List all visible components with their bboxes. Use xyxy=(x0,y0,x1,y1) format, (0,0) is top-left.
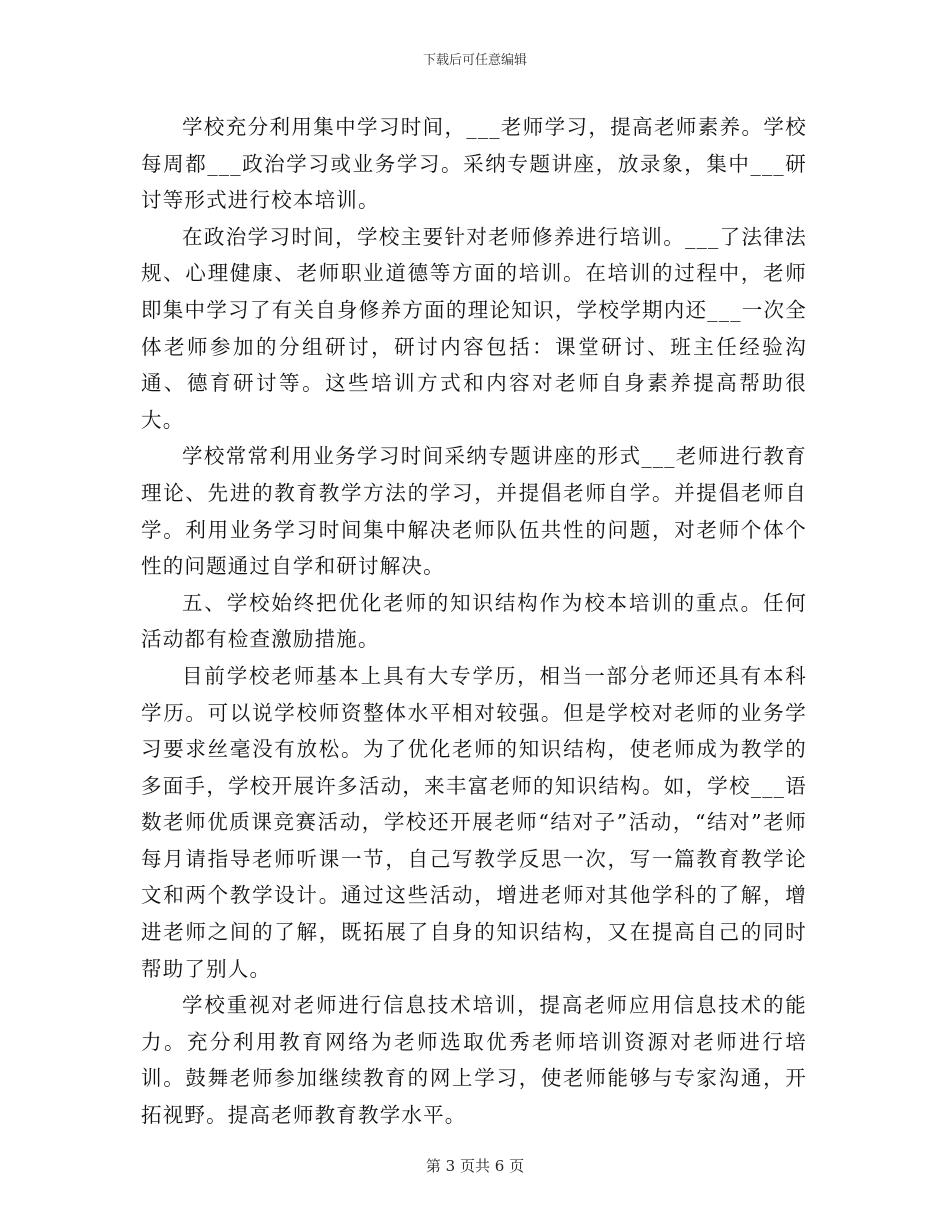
paragraph-1: 学校充分利用集中学习时间，___老师学习，提高老师素养。学校每周都___政治学习或业务学习。采纳专题讲座，放录象，集中___研讨等形式进行校本培训。 xyxy=(141,115,807,213)
paragraph-6: 学校重视对老师进行信息技术培训，提高老师应用信息技术的能力。充分利用教育网络为老师选取优秀老师培训资源对老师进行培训。鼓舞老师参加继续教育的网上学习，使老师能够与专家沟通，开拓视野。提高老师教育教学水平。 xyxy=(141,993,807,1128)
document-body xyxy=(141,109,807,1134)
paragraph-4: 五、学校始终把优化老师的知识结构作为校本培训的重点。任何活动都有检查激励措施。 xyxy=(141,590,807,652)
page-header: 下载后可任意编辑 xyxy=(422,53,527,68)
paragraph-5: 目前学校老师基本上具有大专学历，相当一部分老师还具有本科学历。可以说学校师资整体水平相对较强。但是学校对老师的业务学习要求丝毫没有放松。为了优化老师的知识结构，使老师成为教学的多面手，学校开展许多活动，来丰富老师的知识结构。如，学校___语数老师优质课竞赛活动，学校还开展老师“结对子”活动，“结对”老师每月请指导老师听课一节，自己写教学反思一次，写一篇教育教学论文和两个教学设计。通过这些活动，增进老师对其他学科的了解，增进老师之间的了解，既拓展了自身的知识结构，又在提高自己的同时帮助了别人。 xyxy=(141,663,807,981)
paragraph-3: 学校常常利用业务学习时间采纳专题讲座的形式___老师进行教育理论、先进的教育教学方法的学习，并提倡老师自学。并提倡老师自学。利用业务学习时间集中解决老师队伍共性的问题，对老师个体个性的问题通过自学和研讨解决。 xyxy=(141,444,807,579)
paragraph-2: 在政治学习时间，学校主要针对老师修养进行培训。___了法律法规、心理健康、老师职业道德等方面的培训。在培训的过程中，老师即集中学习了有关自身修养方面的理论知识，学校学期内还___一次全体老师参加的分组研讨，研讨内容包括：课堂研讨、班主任经验沟通、德育研讨等。这些培训方式和内容对老师自身素养提高帮助很大。 xyxy=(141,224,807,432)
page-number-footer: 第 3 页共 6 页 xyxy=(425,1157,525,1175)
